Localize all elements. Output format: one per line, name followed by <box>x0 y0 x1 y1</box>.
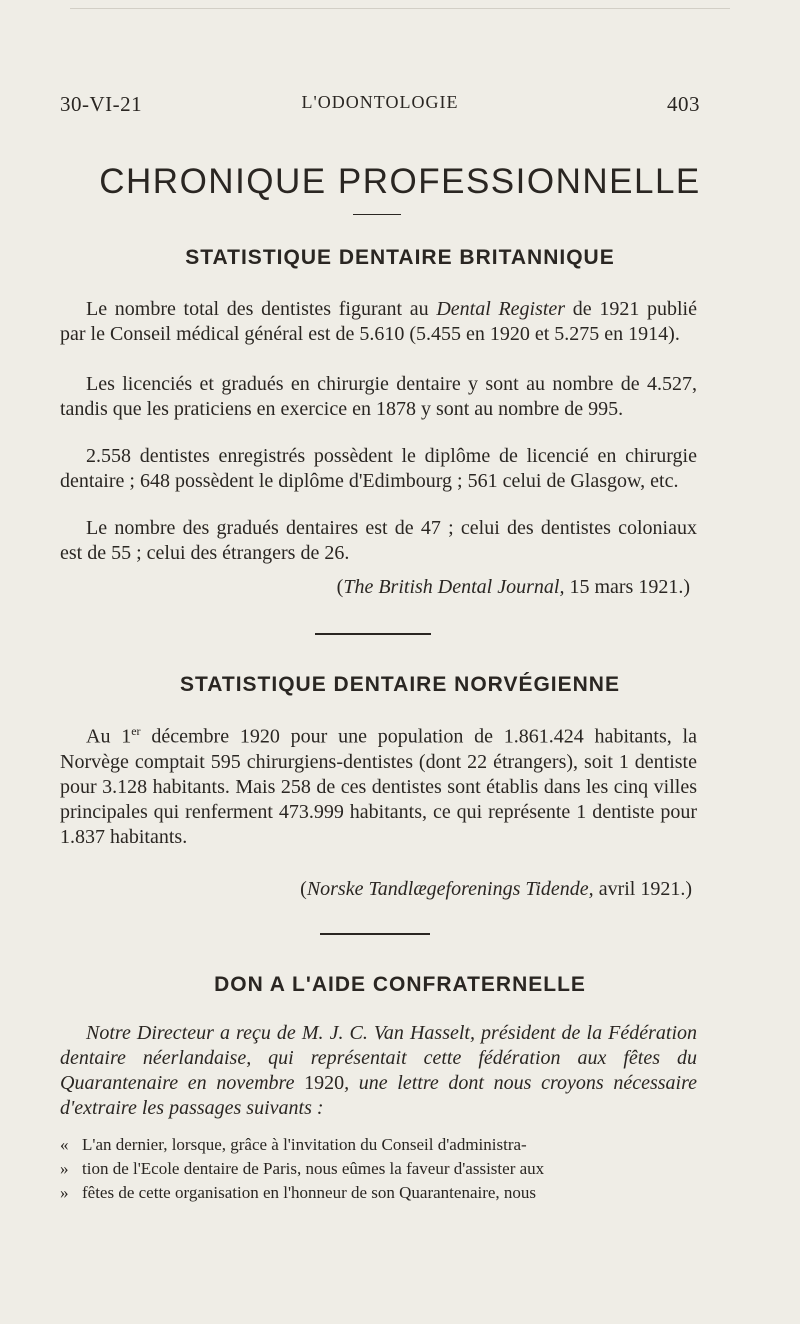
running-header <box>60 92 700 122</box>
title-divider <box>353 214 401 215</box>
section-title-british: STATISTIQUE DENTAIRE BRITANNIQUE <box>185 246 615 269</box>
ordinal-superscript: er <box>131 724 141 738</box>
letter-intro-text-b: , une lettre dont nous croyons nécessaire d'extraire les passages suivants : <box>60 1072 697 1119</box>
british-source-date: 15 mars 1921.) <box>564 576 690 598</box>
letter-introduction <box>60 1021 697 1121</box>
quote-text: fêtes de cette organisation en l'honneur de son Quarantenaire, nous <box>82 1183 537 1202</box>
top-rule <box>70 8 730 9</box>
norwegian-source-open: ( <box>300 878 307 900</box>
section-title-don: DON A L'AIDE CONFRATERNELLE <box>214 973 586 996</box>
page-title: CHRONIQUE PROFESSIONNELLE <box>99 162 701 201</box>
british-p1-text-a: Le nombre total des dentistes figurant au <box>86 298 437 320</box>
section-title-norwegian: STATISTIQUE DENTAIRE NORVÉGIENNE <box>180 673 620 696</box>
norwegian-p1-text-a: Au 1 <box>86 725 132 748</box>
british-paragraph-2: Les licenciés et gradués en chirurgie dentaire y sont au nombre de 4.527, tandis que les praticiens en exercice en 1878 y sont au nombre de 995. <box>60 373 697 420</box>
british-paragraph-3: 2.558 dentistes enregistrés possèdent le diplôme de licencié en chirurgie dentaire ; 648 possèdent le diplôme d'Edimbourg ; 561 celui de Glasgow, etc. <box>60 445 697 492</box>
norwegian-source-date: avril 1921.) <box>593 878 692 900</box>
header-date: 30-VI-21 <box>60 92 143 116</box>
header-journal-title: L'ODONTOLOGIE <box>301 92 459 112</box>
quote-line-2 <box>60 1157 697 1181</box>
norwegian-p1-text-b: décembre 1920 pour une population de 1.861.424 habitants, la Norvège comptait 595 chirurgiens-dentistes (dont 22 étrangers), soit 1 dentiste pour 3.128 habitants. Mais 258 de ces dentistes sont établis dans les cinq villes principales qui renferment 473.999 habitants, ce qui représente 1 dentiste pour 1.837 habitants. <box>60 725 697 848</box>
british-p1-text-b: de 1921 publié par le Conseil médical général est de 5.610 (5.455 en 1920 et 5.275 en 1914). <box>60 298 697 345</box>
letter-intro-year: 1920 <box>304 1072 345 1094</box>
section-divider-2 <box>320 933 430 935</box>
quote-line-1 <box>60 1133 697 1157</box>
british-paragraph-4: Le nombre des gradués dentaires est de 47 ; celui des dentistes coloniaux est de 55 ; celui des étrangers de 26. <box>60 517 697 564</box>
british-source-citation <box>337 576 690 599</box>
quote-mark: » <box>60 1159 69 1178</box>
page-number: 403 <box>667 92 700 116</box>
norwegian-paragraph <box>60 719 697 850</box>
quote-text: tion de l'Ecole dentaire de Paris, nous eûmes la faveur d'assister aux <box>82 1159 545 1178</box>
british-paragraph-1 <box>60 297 697 347</box>
letter-intro-text-a: Notre Directeur a reçu de M. J. C. Van Hasselt, président de la Fédération dentaire néerlandaise, qui représentait cette fédération aux fêtes du Quarantenaire en novembre <box>60 1022 697 1094</box>
quote-mark: » <box>60 1183 69 1202</box>
norwegian-source-citation <box>300 878 692 901</box>
quote-text: L'an dernier, lorsque, grâce à l'invitation du Conseil d'administra- <box>82 1135 527 1154</box>
quote-line-3 <box>60 1181 697 1205</box>
quote-mark: « <box>60 1135 69 1154</box>
british-journal-name: The British Dental Journal, <box>343 576 565 598</box>
british-source-open: ( <box>336 576 344 598</box>
norwegian-journal-name: Norske Tandlægeforenings Tidende, <box>306 878 594 900</box>
section-divider-1 <box>315 633 431 635</box>
dental-register-title: Dental Register <box>436 298 566 320</box>
